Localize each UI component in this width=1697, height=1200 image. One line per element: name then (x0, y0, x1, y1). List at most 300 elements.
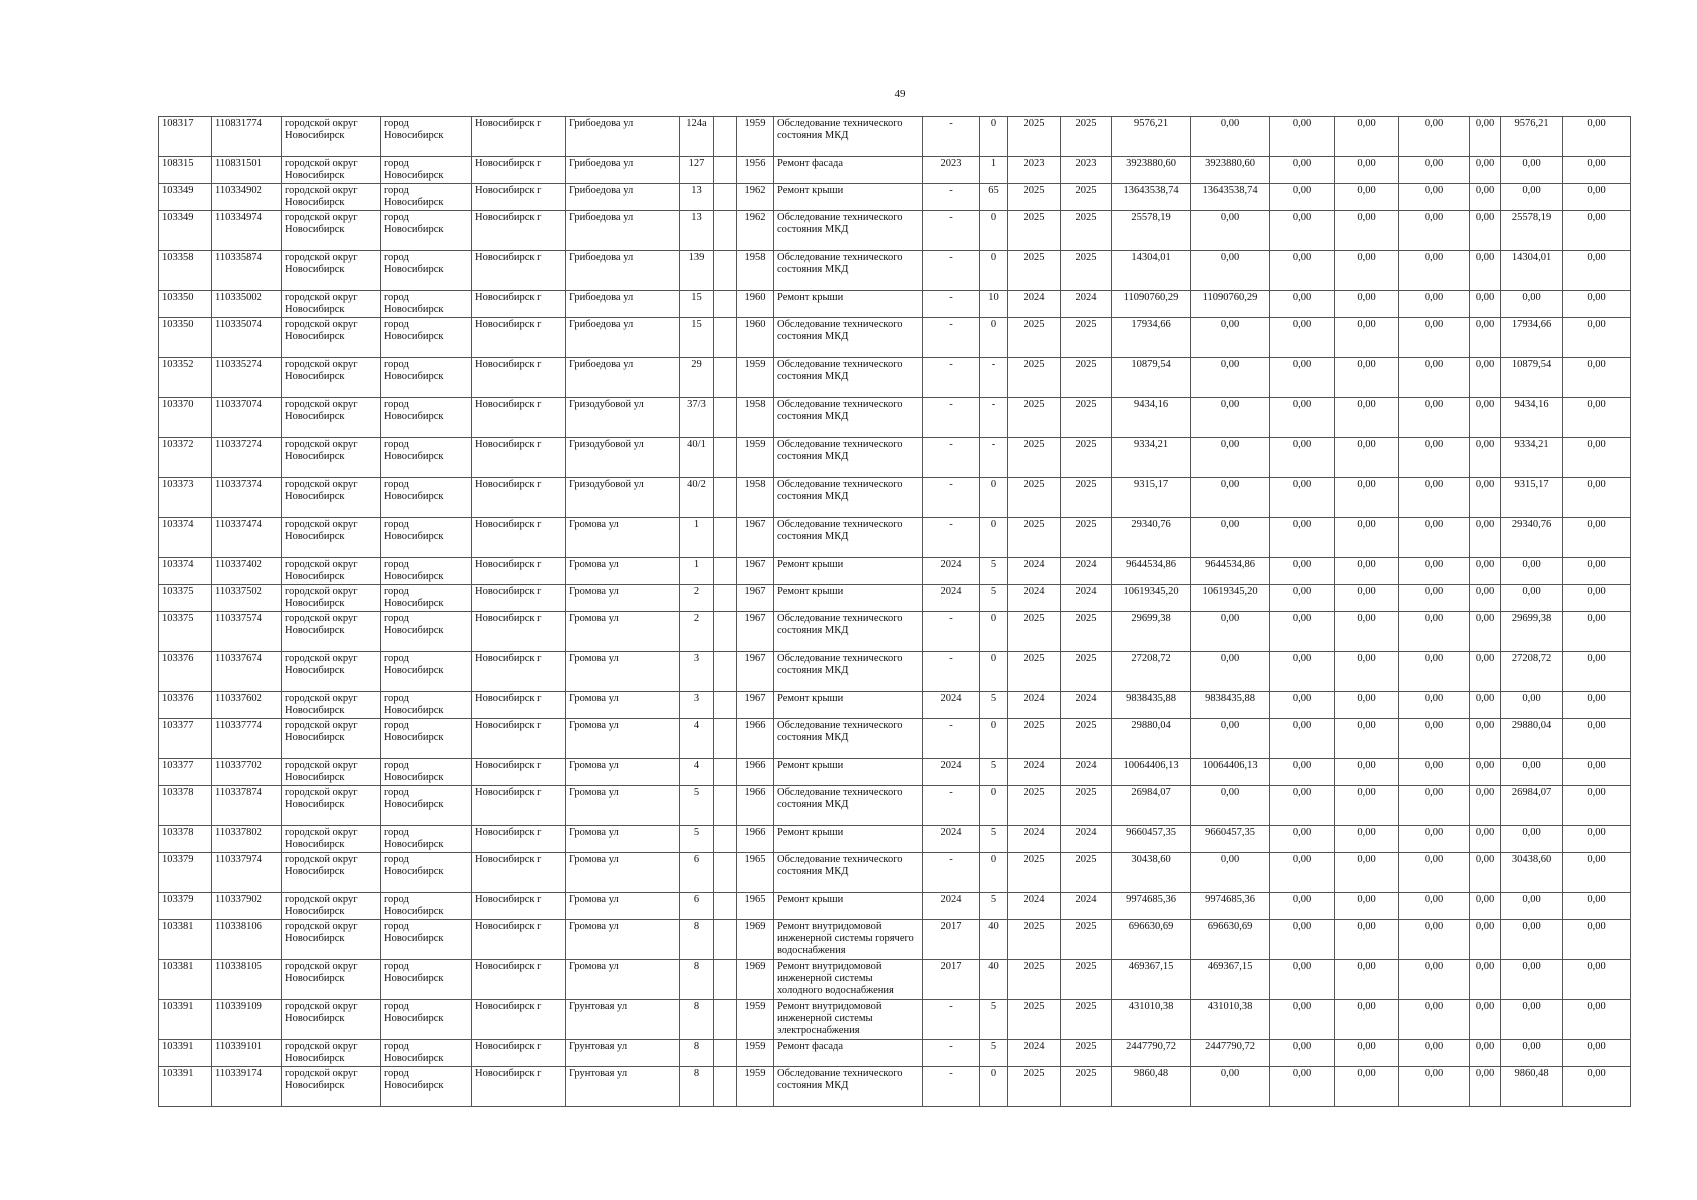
cell-locality: Новосибирск г (472, 652, 566, 692)
cell-year-built: 1959 (737, 358, 774, 398)
cell-settlement: город Новосибирск (381, 211, 472, 251)
cell-plan-year-start: 2025 (1008, 438, 1061, 478)
cell-cost-reserve: 0,00 (1563, 251, 1631, 291)
cell-plan-year-start: 2025 (1008, 960, 1061, 1000)
cell-cost-budget-regional: 0,00 (1335, 318, 1399, 358)
cell-cost-other: 0,00 (1470, 1000, 1501, 1040)
cell-wear-percent: 0 (980, 1067, 1008, 1107)
cell-cost-budget-federal: 0,00 (1270, 558, 1335, 585)
table-row (159, 1067, 1631, 1107)
cell-work-type: Ремонт внутридомовой инженерной системы холодного водоснабжения (774, 960, 923, 1000)
cell-work-type: Обследование технического состояния МКД (774, 358, 923, 398)
cell-wear-percent: - (980, 438, 1008, 478)
cell-last-repair-year: - (923, 478, 980, 518)
table-row (159, 558, 1631, 585)
cell-object-code: 110339174 (212, 1067, 282, 1107)
cell-object-code: 110337674 (212, 652, 282, 692)
cell-object-code: 110339109 (212, 1000, 282, 1040)
cell-cost-budget-regional: 0,00 (1335, 612, 1399, 652)
cell-work-type: Ремонт внутридомовой инженерной системы электроснабжения (774, 1000, 923, 1040)
cell-plan-year-end: 2024 (1061, 826, 1112, 853)
cell-plan-year-end: 2025 (1061, 786, 1112, 826)
cell-year-built: 1967 (737, 585, 774, 612)
cell-last-repair-year: - (923, 117, 980, 157)
cell-work-type: Обследование технического состояния МКД (774, 251, 923, 291)
cell-street: Громова ул (566, 558, 680, 585)
cell-registry-id: 103391 (159, 1000, 212, 1040)
cell-municipal-district: городской округ Новосибирск (282, 786, 381, 826)
cell-street: Громова ул (566, 826, 680, 853)
table-row (159, 920, 1631, 960)
cell-object-code: 110338106 (212, 920, 282, 960)
cell-building (714, 719, 737, 759)
cell-cost-other: 0,00 (1470, 759, 1501, 786)
cell-cost-other: 0,00 (1470, 786, 1501, 826)
cell-locality: Новосибирск г (472, 585, 566, 612)
cell-registry-id: 103376 (159, 652, 212, 692)
cell-object-code: 110335874 (212, 251, 282, 291)
cell-object-code: 110335074 (212, 318, 282, 358)
cell-plan-year-end: 2025 (1061, 518, 1112, 558)
cell-plan-year-start: 2024 (1008, 558, 1061, 585)
cell-cost-other: 0,00 (1470, 612, 1501, 652)
cell-year-built: 1965 (737, 853, 774, 893)
cell-work-type: Обследование технического состояния МКД (774, 786, 923, 826)
cell-locality: Новосибирск г (472, 893, 566, 920)
cell-cost-budget-local: 0,00 (1399, 1000, 1470, 1040)
cell-locality: Новосибирск г (472, 920, 566, 960)
cell-street: Громова ул (566, 518, 680, 558)
cell-house-number: 8 (680, 1000, 714, 1040)
cell-registry-id: 103372 (159, 438, 212, 478)
cell-cost-owners: 0,00 (1501, 157, 1563, 184)
cell-cost-fund: 696630,69 (1191, 920, 1270, 960)
cell-plan-year-end: 2025 (1061, 719, 1112, 759)
cell-municipal-district: городской округ Новосибирск (282, 612, 381, 652)
cell-plan-year-end: 2025 (1061, 117, 1112, 157)
cell-cost-fund: 0,00 (1191, 398, 1270, 438)
cell-work-type: Обследование технического состояния МКД (774, 438, 923, 478)
cell-cost-other: 0,00 (1470, 438, 1501, 478)
cell-last-repair-year: - (923, 438, 980, 478)
table-row (159, 251, 1631, 291)
cell-object-code: 110337502 (212, 585, 282, 612)
cell-municipal-district: городской округ Новосибирск (282, 478, 381, 518)
cell-cost-budget-federal: 0,00 (1270, 291, 1335, 318)
cell-settlement: город Новосибирск (381, 157, 472, 184)
cell-last-repair-year: - (923, 1067, 980, 1107)
cell-registry-id: 103381 (159, 920, 212, 960)
cell-cost-reserve: 0,00 (1563, 1000, 1631, 1040)
cell-registry-id: 103391 (159, 1040, 212, 1067)
cell-house-number: 3 (680, 692, 714, 719)
cell-year-built: 1966 (737, 719, 774, 759)
cell-cost-budget-federal: 0,00 (1270, 318, 1335, 358)
cell-plan-year-end: 2025 (1061, 612, 1112, 652)
cell-cost-fund: 10619345,20 (1191, 585, 1270, 612)
table-row (159, 759, 1631, 786)
cell-cost-other: 0,00 (1470, 157, 1501, 184)
cell-municipal-district: городской округ Новосибирск (282, 291, 381, 318)
cell-street: Громова ул (566, 786, 680, 826)
cell-street: Гризодубовой ул (566, 438, 680, 478)
cell-municipal-district: городской округ Новосибирск (282, 893, 381, 920)
cell-plan-year-end: 2025 (1061, 652, 1112, 692)
cell-house-number: 15 (680, 291, 714, 318)
cell-street: Грибоедова ул (566, 117, 680, 157)
table-row (159, 1040, 1631, 1067)
cell-object-code: 110337974 (212, 853, 282, 893)
table-row (159, 358, 1631, 398)
cell-cost-other: 0,00 (1470, 652, 1501, 692)
cell-plan-year-end: 2025 (1061, 251, 1112, 291)
cell-building (714, 251, 737, 291)
cell-locality: Новосибирск г (472, 1067, 566, 1107)
cell-house-number: 5 (680, 786, 714, 826)
cell-street: Громова ул (566, 585, 680, 612)
cell-plan-year-start: 2025 (1008, 518, 1061, 558)
cell-object-code: 110337474 (212, 518, 282, 558)
cell-last-repair-year: - (923, 518, 980, 558)
cell-plan-year-start: 2025 (1008, 184, 1061, 211)
cell-house-number: 6 (680, 853, 714, 893)
cell-work-type: Ремонт крыши (774, 558, 923, 585)
cell-cost-reserve: 0,00 (1563, 826, 1631, 853)
cell-wear-percent: 0 (980, 853, 1008, 893)
cell-cost-owners: 29340,76 (1501, 518, 1563, 558)
cell-work-type: Ремонт крыши (774, 692, 923, 719)
cell-total-cost: 2447790,72 (1112, 1040, 1191, 1067)
cell-building (714, 518, 737, 558)
cell-cost-reserve: 0,00 (1563, 719, 1631, 759)
cell-cost-budget-regional: 0,00 (1335, 358, 1399, 398)
cell-wear-percent: 0 (980, 612, 1008, 652)
cell-cost-owners: 0,00 (1501, 960, 1563, 1000)
cell-building (714, 211, 737, 251)
cell-cost-budget-local: 0,00 (1399, 719, 1470, 759)
cell-locality: Новосибирск г (472, 692, 566, 719)
cell-municipal-district: городской округ Новосибирск (282, 157, 381, 184)
cell-municipal-district: городской округ Новосибирск (282, 1067, 381, 1107)
cell-cost-fund: 0,00 (1191, 612, 1270, 652)
cell-cost-budget-regional: 0,00 (1335, 211, 1399, 251)
table-row (159, 478, 1631, 518)
cell-street: Громова ул (566, 853, 680, 893)
cell-wear-percent: 5 (980, 759, 1008, 786)
cell-cost-budget-regional: 0,00 (1335, 853, 1399, 893)
cell-cost-budget-regional: 0,00 (1335, 558, 1399, 585)
cell-cost-fund: 9974685,36 (1191, 893, 1270, 920)
cell-house-number: 3 (680, 652, 714, 692)
cell-cost-owners: 9315,17 (1501, 478, 1563, 518)
cell-municipal-district: городской округ Новосибирск (282, 652, 381, 692)
cell-cost-budget-regional: 0,00 (1335, 759, 1399, 786)
table-row (159, 318, 1631, 358)
cell-plan-year-start: 2025 (1008, 1067, 1061, 1107)
cell-registry-id: 103379 (159, 893, 212, 920)
cell-total-cost: 17934,66 (1112, 318, 1191, 358)
cell-cost-budget-federal: 0,00 (1270, 398, 1335, 438)
cell-plan-year-end: 2025 (1061, 478, 1112, 518)
cell-cost-budget-local: 0,00 (1399, 960, 1470, 1000)
cell-object-code: 110337802 (212, 826, 282, 853)
cell-total-cost: 9315,17 (1112, 478, 1191, 518)
cell-year-built: 1967 (737, 652, 774, 692)
cell-cost-budget-federal: 0,00 (1270, 157, 1335, 184)
cell-cost-budget-local: 0,00 (1399, 1067, 1470, 1107)
cell-locality: Новосибирск г (472, 398, 566, 438)
cell-year-built: 1966 (737, 759, 774, 786)
cell-municipal-district: городской округ Новосибирск (282, 518, 381, 558)
cell-cost-fund: 11090760,29 (1191, 291, 1270, 318)
cell-cost-budget-local: 0,00 (1399, 759, 1470, 786)
cell-cost-budget-local: 0,00 (1399, 117, 1470, 157)
cell-street: Громова ул (566, 692, 680, 719)
cell-locality: Новосибирск г (472, 438, 566, 478)
cell-cost-budget-federal: 0,00 (1270, 585, 1335, 612)
cell-building (714, 960, 737, 1000)
cell-cost-owners: 0,00 (1501, 184, 1563, 211)
cell-total-cost: 27208,72 (1112, 652, 1191, 692)
cell-cost-budget-regional: 0,00 (1335, 719, 1399, 759)
cell-locality: Новосибирск г (472, 612, 566, 652)
cell-cost-owners: 26984,07 (1501, 786, 1563, 826)
cell-plan-year-end: 2023 (1061, 157, 1112, 184)
cell-cost-budget-federal: 0,00 (1270, 920, 1335, 960)
cell-building (714, 157, 737, 184)
cell-locality: Новосибирск г (472, 318, 566, 358)
cell-work-type: Ремонт фасада (774, 157, 923, 184)
cell-cost-other: 0,00 (1470, 251, 1501, 291)
cell-house-number: 139 (680, 251, 714, 291)
cell-street: Грибоедова ул (566, 358, 680, 398)
cell-work-type: Обследование технического состояния МКД (774, 1067, 923, 1107)
cell-settlement: город Новосибирск (381, 960, 472, 1000)
cell-total-cost: 14304,01 (1112, 251, 1191, 291)
cell-year-built: 1967 (737, 558, 774, 585)
cell-building (714, 478, 737, 518)
cell-cost-budget-regional: 0,00 (1335, 184, 1399, 211)
cell-house-number: 8 (680, 960, 714, 1000)
cell-plan-year-end: 2024 (1061, 692, 1112, 719)
cell-wear-percent: 5 (980, 585, 1008, 612)
cell-cost-fund: 0,00 (1191, 1067, 1270, 1107)
cell-building (714, 692, 737, 719)
cell-year-built: 1959 (737, 1040, 774, 1067)
cell-cost-budget-local: 0,00 (1399, 652, 1470, 692)
cell-cost-budget-regional: 0,00 (1335, 786, 1399, 826)
cell-municipal-district: городской округ Новосибирск (282, 251, 381, 291)
cell-cost-budget-federal: 0,00 (1270, 117, 1335, 157)
cell-registry-id: 103378 (159, 786, 212, 826)
page-number: 49 (894, 88, 906, 100)
cell-cost-reserve: 0,00 (1563, 585, 1631, 612)
cell-cost-owners: 9576,21 (1501, 117, 1563, 157)
cell-house-number: 13 (680, 184, 714, 211)
cell-year-built: 1962 (737, 211, 774, 251)
cell-cost-budget-regional: 0,00 (1335, 960, 1399, 1000)
cell-cost-budget-local: 0,00 (1399, 438, 1470, 478)
cell-last-repair-year: 2024 (923, 692, 980, 719)
cell-registry-id: 103375 (159, 612, 212, 652)
cell-plan-year-start: 2025 (1008, 358, 1061, 398)
cell-cost-budget-local: 0,00 (1399, 478, 1470, 518)
cell-year-built: 1959 (737, 438, 774, 478)
cell-house-number: 124а (680, 117, 714, 157)
cell-work-type: Обследование технического состояния МКД (774, 612, 923, 652)
cell-locality: Новосибирск г (472, 1000, 566, 1040)
cell-registry-id: 103379 (159, 853, 212, 893)
cell-total-cost: 9974685,36 (1112, 893, 1191, 920)
cell-plan-year-end: 2025 (1061, 358, 1112, 398)
cell-cost-reserve: 0,00 (1563, 291, 1631, 318)
cell-cost-owners: 27208,72 (1501, 652, 1563, 692)
cell-settlement: город Новосибирск (381, 358, 472, 398)
cell-plan-year-end: 2024 (1061, 585, 1112, 612)
cell-cost-fund: 0,00 (1191, 211, 1270, 251)
cell-last-repair-year: - (923, 318, 980, 358)
cell-work-type: Ремонт крыши (774, 184, 923, 211)
cell-cost-fund: 3923880,60 (1191, 157, 1270, 184)
cell-registry-id: 103370 (159, 398, 212, 438)
cell-registry-id: 103391 (159, 1067, 212, 1107)
cell-house-number: 40/2 (680, 478, 714, 518)
cell-street: Грунтовая ул (566, 1000, 680, 1040)
cell-work-type: Обследование технического состояния МКД (774, 478, 923, 518)
cell-cost-budget-regional: 0,00 (1335, 893, 1399, 920)
cell-locality: Новосибирск г (472, 826, 566, 853)
cell-plan-year-start: 2025 (1008, 786, 1061, 826)
cell-cost-budget-regional: 0,00 (1335, 251, 1399, 291)
cell-cost-fund: 469367,15 (1191, 960, 1270, 1000)
cell-work-type: Обследование технического состояния МКД (774, 318, 923, 358)
cell-cost-budget-federal: 0,00 (1270, 853, 1335, 893)
cell-cost-owners: 0,00 (1501, 1040, 1563, 1067)
cell-registry-id: 103377 (159, 759, 212, 786)
cell-cost-fund: 9838435,88 (1191, 692, 1270, 719)
cell-cost-other: 0,00 (1470, 184, 1501, 211)
cell-house-number: 2 (680, 585, 714, 612)
cell-cost-reserve: 0,00 (1563, 117, 1631, 157)
cell-cost-budget-local: 0,00 (1399, 692, 1470, 719)
cell-plan-year-end: 2025 (1061, 211, 1112, 251)
cell-wear-percent: 1 (980, 157, 1008, 184)
cell-building (714, 398, 737, 438)
cell-street: Грибоедова ул (566, 184, 680, 211)
cell-building (714, 318, 737, 358)
cell-total-cost: 13643538,74 (1112, 184, 1191, 211)
cell-plan-year-end: 2025 (1061, 853, 1112, 893)
cell-house-number: 8 (680, 920, 714, 960)
cell-cost-budget-federal: 0,00 (1270, 251, 1335, 291)
cell-year-built: 1958 (737, 251, 774, 291)
cell-municipal-district: городской округ Новосибирск (282, 438, 381, 478)
cell-cost-budget-federal: 0,00 (1270, 612, 1335, 652)
table-row (159, 117, 1631, 157)
cell-wear-percent: 0 (980, 251, 1008, 291)
cell-settlement: город Новосибирск (381, 318, 472, 358)
cell-cost-budget-local: 0,00 (1399, 920, 1470, 960)
cell-total-cost: 9434,16 (1112, 398, 1191, 438)
cell-cost-other: 0,00 (1470, 893, 1501, 920)
cell-municipal-district: городской округ Новосибирск (282, 585, 381, 612)
cell-building (714, 786, 737, 826)
cell-year-built: 1966 (737, 826, 774, 853)
cell-cost-budget-local: 0,00 (1399, 318, 1470, 358)
cell-wear-percent: 0 (980, 518, 1008, 558)
cell-plan-year-start: 2025 (1008, 398, 1061, 438)
cell-cost-owners: 30438,60 (1501, 853, 1563, 893)
cell-building (714, 759, 737, 786)
cell-registry-id: 103350 (159, 318, 212, 358)
cell-locality: Новосибирск г (472, 291, 566, 318)
cell-municipal-district: городской округ Новосибирск (282, 318, 381, 358)
cell-cost-other: 0,00 (1470, 558, 1501, 585)
cell-object-code: 110337374 (212, 478, 282, 518)
cell-municipal-district: городской округ Новосибирск (282, 920, 381, 960)
table-row (159, 893, 1631, 920)
table-row (159, 291, 1631, 318)
cell-street: Громова ул (566, 893, 680, 920)
cell-plan-year-end: 2024 (1061, 759, 1112, 786)
cell-municipal-district: городской округ Новосибирск (282, 853, 381, 893)
cell-last-repair-year: - (923, 652, 980, 692)
cell-total-cost: 9334,21 (1112, 438, 1191, 478)
cell-municipal-district: городской округ Новосибирск (282, 719, 381, 759)
cell-plan-year-start: 2025 (1008, 853, 1061, 893)
cell-street: Грунтовая ул (566, 1067, 680, 1107)
cell-municipal-district: городской округ Новосибирск (282, 398, 381, 438)
table-row (159, 719, 1631, 759)
cell-street: Громова ул (566, 759, 680, 786)
table-row (159, 585, 1631, 612)
cell-object-code: 110337574 (212, 612, 282, 652)
cell-registry-id: 103375 (159, 585, 212, 612)
cell-settlement: город Новосибирск (381, 1067, 472, 1107)
cell-cost-budget-regional: 0,00 (1335, 478, 1399, 518)
cell-cost-owners: 0,00 (1501, 759, 1563, 786)
cell-cost-reserve: 0,00 (1563, 558, 1631, 585)
cell-locality: Новосибирск г (472, 786, 566, 826)
cell-object-code: 110337402 (212, 558, 282, 585)
cell-cost-fund: 0,00 (1191, 251, 1270, 291)
cell-total-cost: 9860,48 (1112, 1067, 1191, 1107)
table-row (159, 652, 1631, 692)
cell-wear-percent: 0 (980, 478, 1008, 518)
cell-year-built: 1969 (737, 920, 774, 960)
cell-work-type: Ремонт внутридомовой инженерной системы горячего водоснабжения (774, 920, 923, 960)
cell-cost-owners: 9860,48 (1501, 1067, 1563, 1107)
cell-cost-other: 0,00 (1470, 920, 1501, 960)
cell-cost-budget-local: 0,00 (1399, 585, 1470, 612)
cell-last-repair-year: - (923, 1040, 980, 1067)
cell-locality: Новосибирск г (472, 719, 566, 759)
cell-wear-percent: 5 (980, 826, 1008, 853)
cell-house-number: 15 (680, 318, 714, 358)
cell-settlement: город Новосибирск (381, 478, 472, 518)
cell-street: Грибоедова ул (566, 291, 680, 318)
cell-registry-id: 103373 (159, 478, 212, 518)
cell-registry-id: 103349 (159, 184, 212, 211)
cell-municipal-district: городской округ Новосибирск (282, 1000, 381, 1040)
cell-cost-fund: 13643538,74 (1191, 184, 1270, 211)
cell-settlement: город Новосибирск (381, 759, 472, 786)
cell-plan-year-start: 2023 (1008, 157, 1061, 184)
cell-locality: Новосибирск г (472, 184, 566, 211)
cell-settlement: город Новосибирск (381, 692, 472, 719)
table-row (159, 826, 1631, 853)
cell-object-code: 110334902 (212, 184, 282, 211)
